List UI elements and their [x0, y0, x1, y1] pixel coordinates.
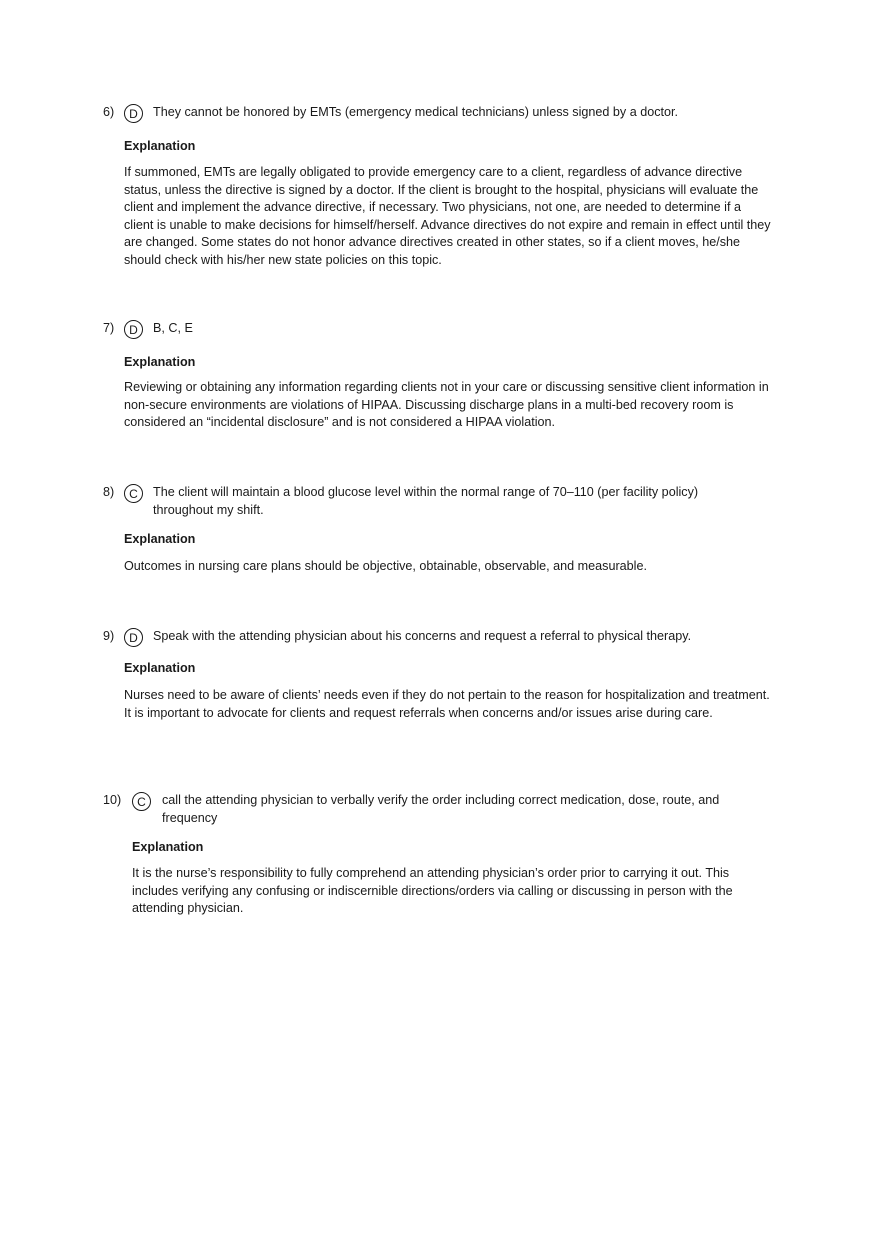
answer-choice-badge: D	[124, 320, 143, 339]
explanation-heading: Explanation	[132, 840, 204, 854]
answer-text: They cannot be honored by EMTs (emergency medical technicians) unless signed by a doctor.	[153, 105, 679, 119]
answer-choice-badge: C	[124, 484, 143, 503]
explanation-heading: Explanation	[124, 661, 196, 675]
explanation-heading: Explanation	[124, 532, 196, 546]
answer-text: The client will maintain a blood glucose level within the normal range of 70–110 (per facility policy) throughout my shift.	[153, 485, 699, 517]
answer-text: Speak with the attending physician about his concerns and request a referral to physical therapy.	[153, 629, 692, 643]
question-number: 8)	[103, 485, 115, 499]
explanation-heading: Explanation	[124, 139, 196, 153]
explanation-heading: Explanation	[124, 355, 196, 369]
question-number: 6)	[103, 105, 115, 119]
question-number: 7)	[103, 321, 115, 335]
question-number: 10)	[103, 793, 122, 807]
explanation-text: If summoned, EMTs are legally obligated to provide emergency care to a client, regardless of advance directive status, unless the directive is signed by a doctor. If the client is brought to the hospital, physicians will evaluate the client and implement the advance directive, if necessary. Two physicians, not one, are needed to determine if a client is unable to make decisions for himself/herself. Advance directives do not expire and remain in effect until they are changed. Some states do not honor advance directives created in other states, so if a client moves, he/she should check with his/her new state policies on this topic.	[124, 165, 771, 267]
answer-text: B, C, E	[153, 321, 193, 335]
answer-text: call the attending physician to verbally verify the order including correct medication, dose, route, and frequency	[162, 793, 720, 825]
question-number: 9)	[103, 629, 115, 643]
explanation-text: Outcomes in nursing care plans should be objective, obtainable, observable, and measurable.	[124, 559, 647, 573]
answer-choice-badge: C	[132, 792, 151, 811]
explanation-text: It is the nurse’s responsibility to fully comprehend an attending physician’s order prior to carrying it out. This includes verifying any confusing or indiscernible directions/orders via calling or discussing in person with the attending physician.	[132, 866, 733, 915]
explanation-text: Reviewing or obtaining any information regarding clients not in your care or discussing sensitive client information in non-secure environments are violations of HIPAA. Discussing discharge plans in a multi-bed recovery room is considered an “incidental disclosure” and is not considered a HIPAA violation.	[124, 380, 769, 429]
explanation-text: Nurses need to be aware of clients’ needs even if they do not pertain to the reason for hospitalization and treatment. It is important to advocate for clients and request referrals when concerns and/or issues arise during care.	[124, 688, 770, 720]
answer-choice-badge: D	[124, 104, 143, 123]
answer-choice-badge: D	[124, 628, 143, 647]
